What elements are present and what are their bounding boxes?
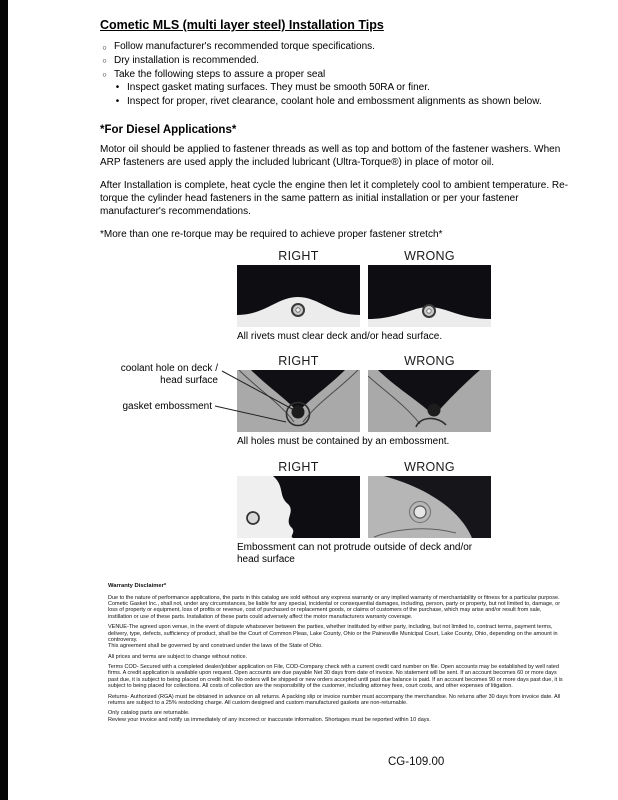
figure-rivet-clearance bbox=[100, 249, 578, 344]
legal-paragraph: Due to the nature of performance applications, the parts in this catalog are sold without any express warranty or any implied warranty of merchantability or fitness for a particular purpose. Cometic Gasket Inc., shall not, under any circumstances, be liable for any special, incidental or consequential damages, including, person, party or property, but not limited to, damage, or loss of property or equipment, loss of profits or revenue, cost of purchased or replacement goods, or claims of customers of the purchase, which may arise and/or result from sale, instillation or use of these parts. Installation of these parts could adversely affect the motor manufacturers warranty coverage. bbox=[108, 594, 561, 620]
protrusion-wrong-figure bbox=[368, 476, 491, 538]
page-title: Cometic MLS (multi layer steel) Installation Tips bbox=[100, 18, 384, 32]
legal-paragraph: Only catalog parts are returnable. bbox=[108, 710, 190, 717]
wrong-label: WRONG bbox=[404, 459, 455, 474]
diesel-paragraph-2: After Installation is complete, heat cycle the engine then let it completely cool to ambient temperature. Re-torque the cylinder head fasteners in the same pattern as initial installation or per your fastener manufacturer's recommendations. bbox=[100, 179, 569, 217]
embossment-wrong-figure bbox=[368, 370, 491, 432]
list-item bbox=[100, 55, 578, 68]
tip-text: Follow manufacturer's recommended torque specifications. bbox=[114, 41, 375, 52]
figure-caption: Embossment can not protrude outside of deck and/or head surface bbox=[237, 541, 473, 566]
protrusion-right-figure bbox=[237, 476, 360, 538]
figure-panels bbox=[237, 476, 578, 538]
figure-panels bbox=[237, 370, 578, 432]
list-item bbox=[100, 69, 578, 82]
tip-text: Dry installation is recommended. bbox=[114, 54, 260, 66]
list-item bbox=[100, 41, 578, 54]
embossment-right-figure bbox=[237, 370, 360, 432]
tip-text: Inspect for proper, rivet clearance, coolant hole and embossment alignments as shown below. bbox=[127, 96, 542, 108]
rivet-right-figure bbox=[237, 265, 360, 327]
legal-paragraph: VENUE-The agreed upon venue, in the event of dispute whatsoever between the parties, whether instituted by either party, including, but not limited to, contract terms, payment terms, delivery, type, defects, sufficiency of product, shall be the Court of Common Pleas, Lake County, Ohio or the Painesville Municipal Court, Lake County, Ohio, depending on the amount in controversy. bbox=[108, 624, 558, 643]
figure-headers bbox=[237, 460, 578, 474]
figure-embossment-containment bbox=[100, 354, 578, 449]
right-label: RIGHT bbox=[278, 354, 319, 369]
dot-bullet-icon: • bbox=[115, 96, 120, 108]
circle-bullet-icon: ○ bbox=[102, 70, 107, 80]
warranty-disclaimer bbox=[100, 583, 566, 723]
figure-embossment-protrusion bbox=[100, 460, 578, 567]
diesel-section-heading: *For Diesel Applications* bbox=[100, 123, 237, 136]
figure-headers bbox=[237, 249, 578, 263]
legal-paragraph: Returns- Authorized (RGA) must be obtained in advance on all returns. A packing slip or invoice number must accompany the merchandise. No returns after 30 days from invoice date. All returns are subject to a 25% restocking charge. All custom designed and custom manufactured gaskets are non-returnable. bbox=[108, 693, 561, 706]
figure-caption: All holes must be contained by an embossment. bbox=[237, 436, 450, 448]
dot-bullet-icon: • bbox=[115, 82, 120, 94]
figure-panels bbox=[237, 265, 578, 327]
figures-section bbox=[100, 249, 578, 567]
list-item bbox=[113, 96, 578, 109]
right-label: RIGHT bbox=[278, 248, 319, 263]
tip-text: Inspect gasket mating surfaces. They must be smooth 50RA or finer. bbox=[127, 82, 430, 94]
tips-list bbox=[100, 41, 578, 109]
retorque-note: *More than one re-torque may be required to achieve proper fastener stretch* bbox=[100, 228, 443, 240]
circle-bullet-icon: ○ bbox=[102, 42, 107, 52]
legal-paragraph-group bbox=[108, 710, 566, 723]
legal-paragraph: Terms COD- Secured with a completed dealer/jobber application on File, COD-Company check with a current credit card number on file. Open accounts may be established by well rated firms. A credit application is available upon request. Open accounts are due payable Net 30 days from date of invoice. No statement will be sent. If an account becomes 60 or more days past due, it is subject to being placed on credit hold. No orders will be shipped or new orders accepted until past due balance is paid. If an account becomes 90 or more days past due, it is subject to being placed for collections. All costs of collection are the responsibility of the customer, including attorney fees, court costs, and other expenses of litigation. bbox=[108, 664, 563, 690]
list-item bbox=[113, 82, 578, 95]
diesel-paragraph-1: Motor oil should be applied to fastener threads as well as top and bottom of the fastener washers. When ARP fasteners are used apply the included lubricant (Ultra-Torque®) in place of motor oil. bbox=[100, 143, 561, 168]
right-label: RIGHT bbox=[278, 459, 319, 474]
circle-bullet-icon: ○ bbox=[102, 56, 107, 66]
coolant-hole-label: coolant hole on deck / head surface bbox=[120, 363, 218, 387]
wrong-label: WRONG bbox=[404, 354, 455, 369]
document-code: CG-109.00 bbox=[388, 756, 445, 768]
legal-paragraph-group bbox=[108, 624, 566, 650]
legal-heading: Warranty Disclaimer* bbox=[108, 582, 167, 589]
legal-paragraph: Review your invoice and notify us immediately of any incorrect or inaccurate information. Shortages must be reported within 10 days. bbox=[108, 716, 431, 723]
figure-headers bbox=[237, 354, 578, 368]
rivet-wrong-figure bbox=[368, 265, 491, 327]
legal-paragraph: This agreement shall be governed by and construed under the laws of the State of Ohio. bbox=[108, 643, 323, 650]
scan-edge-artifact bbox=[0, 0, 8, 800]
wrong-label: WRONG bbox=[404, 248, 455, 263]
gasket-embossment-label: gasket embossment bbox=[122, 401, 212, 413]
legal-paragraph: All prices and terms are subject to change without notice. bbox=[108, 653, 248, 660]
tip-text: Take the following steps to assure a proper seal bbox=[114, 68, 326, 80]
figure-caption: All rivets must clear deck and/or head surface. bbox=[237, 330, 443, 342]
